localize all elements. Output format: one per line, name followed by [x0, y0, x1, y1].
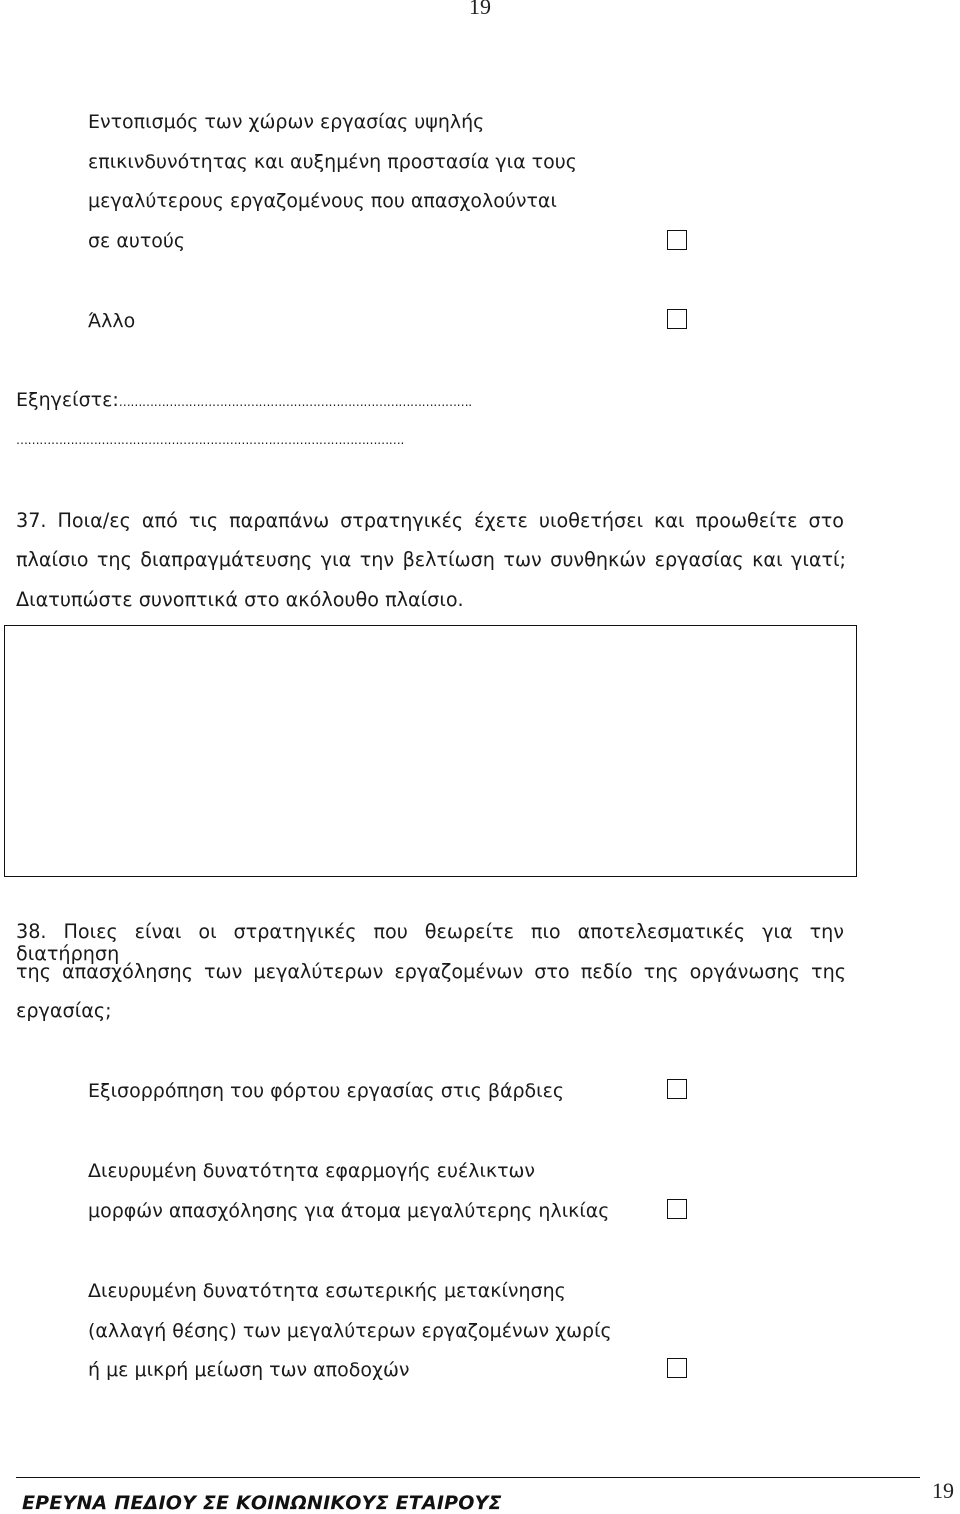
question-38-line: 38. Ποιες είναι οι στρατηγικές που θεωρείτε πιο αποτελεσματικές για την διατήρηση — [16, 920, 844, 965]
checkbox-workload-balance[interactable] — [667, 1079, 687, 1099]
explain-dots[interactable]: ………………………………………………………………………………. — [118, 395, 472, 409]
option-line: Διευρυμένη δυνατότητα εφαρμογής ευέλικτων — [88, 1160, 536, 1182]
footer-title: ΕΡΕΥΝΑ ΠΕΔΙΟΥ ΣΕ ΚΟΙΝΩΝΙΚΟΥΣ ΕΤΑΙΡΟΥΣ — [22, 1492, 502, 1514]
question-37-line: πλαίσιο της διαπραγμάτευσης για την βελτίωση των συνθηκών εργασίας και γιατί; — [16, 548, 846, 571]
checkbox-high-risk-workplaces[interactable] — [667, 230, 687, 250]
question-38-line: εργασίας; — [16, 999, 112, 1022]
option-line: σε αυτούς — [88, 230, 186, 252]
question-37-line: 37. Ποια/ες από τις παραπάνω στρατηγικές έχετε υιοθετήσει και προωθείτε στο — [16, 509, 844, 532]
option-line: μεγαλύτερους εργαζομένους που απασχολούνται — [88, 190, 557, 212]
option-line: μορφών απασχόλησης για άτομα μεγαλύτερης ηλικίας — [88, 1200, 610, 1222]
option-line: Εντοπισμός των χώρων εργασίας υψηλής — [88, 111, 485, 133]
option-line: (αλλαγή θέσης) των μεγαλύτερων εργαζομένων χωρίς — [88, 1320, 612, 1342]
checkbox-flexible-employment[interactable] — [667, 1199, 687, 1219]
explain-line — [16, 389, 472, 413]
explain-dots-line2[interactable]: ………………………………………………………………………………………. — [16, 433, 404, 447]
checkbox-other[interactable] — [667, 309, 687, 329]
footer-page-number: 19 — [932, 1478, 954, 1503]
option-line: ή με μικρή μείωση των αποδοχών — [88, 1359, 410, 1381]
explain-label: Εξηγείστε: — [16, 389, 119, 411]
checkbox-internal-mobility[interactable] — [667, 1358, 687, 1378]
question-38-line: της απασχόλησης των μεγαλύτερων εργαζομένων στο πεδίο της οργάνωσης της — [16, 960, 846, 983]
option-line: Άλλο — [88, 310, 136, 332]
answer-box-question-37[interactable] — [4, 625, 857, 877]
option-line: Εξισορρόπηση του φόρτου εργασίας στις βάρδιες — [88, 1080, 565, 1102]
option-line: επικινδυνότητας και αυξημένη προστασία για τους — [88, 151, 577, 173]
question-37-line: Διατυπώστε συνοπτικά στο ακόλουθο πλαίσιο. — [16, 588, 464, 611]
footer-divider — [16, 1477, 920, 1478]
option-line: Διευρυμένη δυνατότητα εσωτερικής μετακίνησης — [88, 1280, 566, 1302]
page-number-top: 19 — [469, 0, 491, 19]
